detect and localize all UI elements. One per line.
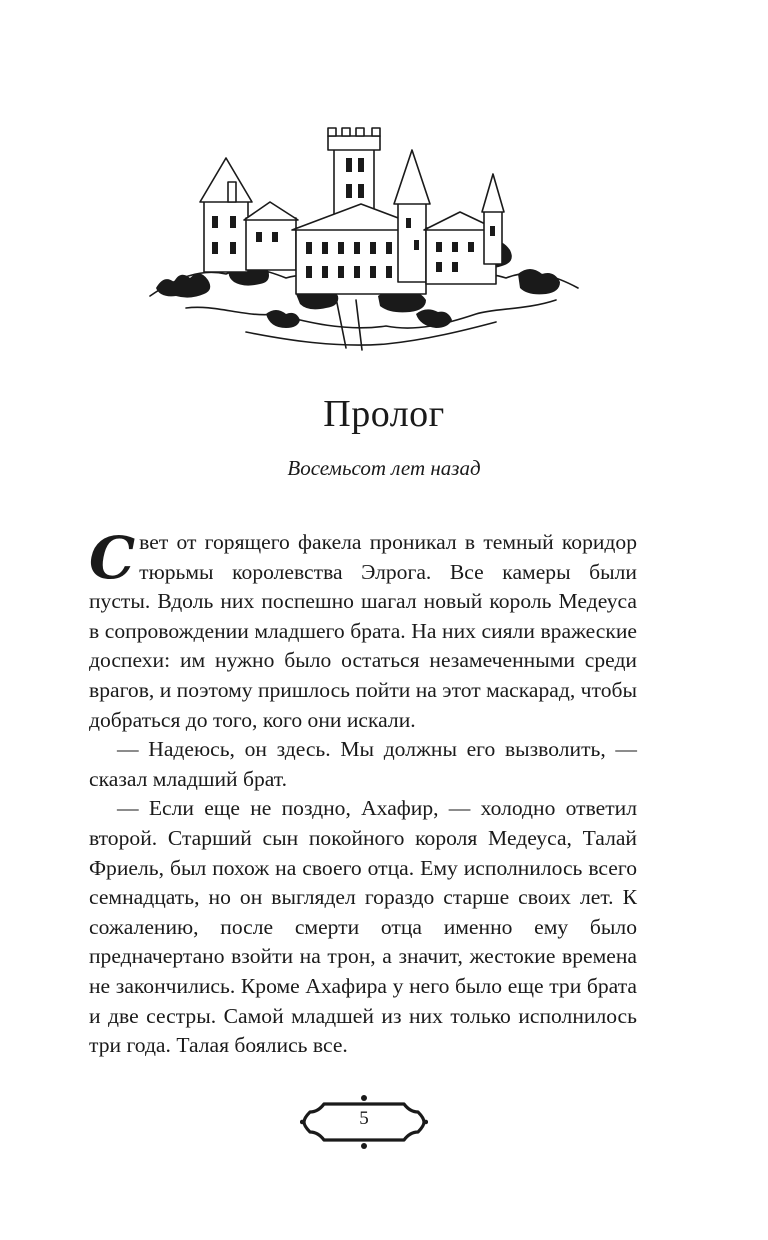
drop-cap: С xyxy=(89,524,136,592)
paragraph-text: вет от горящего факела проникал в темный коридор тюрьмы королевства Элрога. Все камеры были пусты. Вдоль них поспешно шагал новый король Медеуса в сопровождении младшего брата. На них сияли вражеские доспехи: им нужно было остаться незамеченными среди врагов, и поэтому пришлось пойти на этот маскарад, чтобы добраться до того, кого они искали. xyxy=(89,530,637,732)
paragraph: — Если еще не поздно, Ахафир, — холодно ответил второй. Старший сын покойного короля Медеуса, Талай Фриель, был похож на своего отца. Ему исполнилось всего семнадцать, но он выглядел гораздо старше своих лет. К сожалению, после смерти отца именно ему было предначертано взойти на трон, а значит, жестокие времена не закончились. Кроме Ахафира у него было еще три брата и две сестры. Самой младшей из них только исполнилось три года. Талая боялись все. xyxy=(89,796,637,1058)
paragraph xyxy=(89,524,637,735)
paragraph: — Надеюсь, он здесь. Мы должны его вызволить, — сказал младший брат. xyxy=(89,737,637,791)
body-text xyxy=(89,524,637,1061)
page-number: 5 xyxy=(359,1108,369,1129)
castle-illustration-icon xyxy=(146,118,582,354)
chapter-subtitle: Восемьсот лет назад xyxy=(287,456,481,480)
chapter-title: Пролог xyxy=(323,393,445,435)
